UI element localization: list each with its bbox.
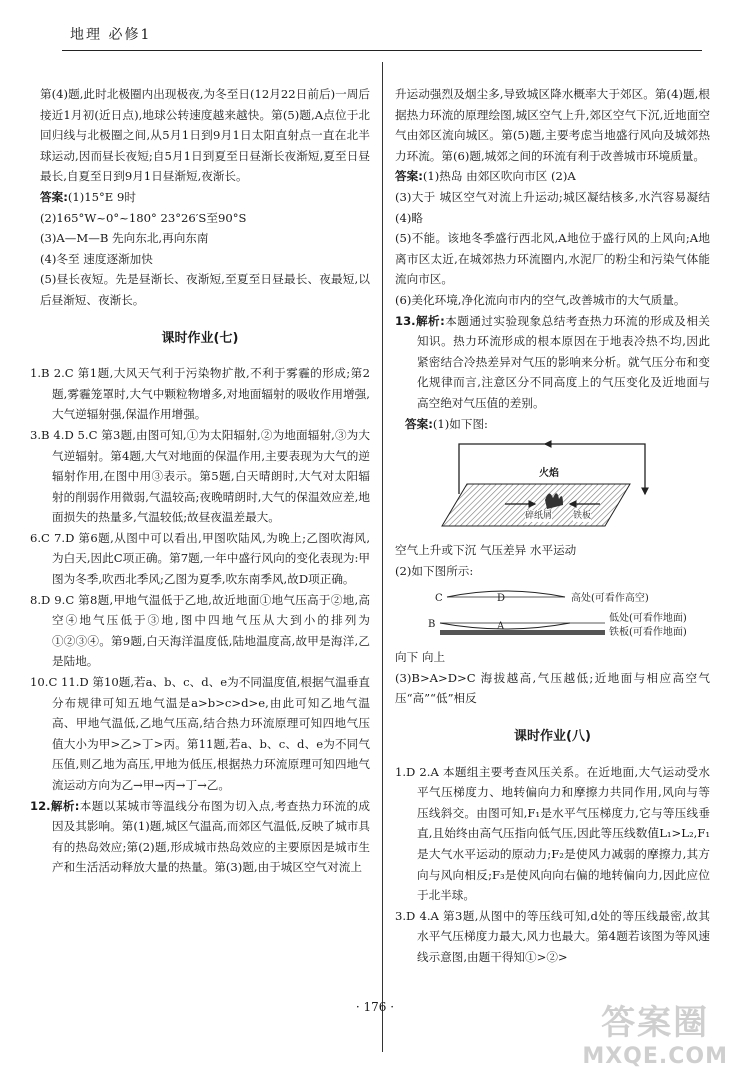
- high-label: 高处(可看作高空): [571, 593, 649, 605]
- flame-label: 火焰: [539, 468, 559, 480]
- experiment-figure: [395, 438, 710, 536]
- low-label: 低处(可看作地面): [609, 613, 687, 625]
- answer-label: 答案:: [395, 169, 423, 184]
- question-answer: 3.B 4.D 5.C 第3题,由图可知,①为太阳辐射,②为地面辐射,③为大气逆辐射。第4题,大气对地面的保温作用,主要表现为大气的逆辐射作用,在图中用③表示。第5题,白天晴朗时,大气对太阳辐射的削弱作用微弱,气温较高;夜晚晴朗时,大气的保温效应差,地面损失的热量多,气温较低;故昼夜温差最大。: [30, 427, 370, 525]
- question-answer: 10.C 11.D 第10题,若a、b、c、d、e为不同温度值,根据气温垂直分布规律可知五地气温是a>b>c>d>e,由此可知乙地气温高、甲地气温低,乙地气压高,结合热力环流原理可知四地气压值大小为甲>乙>丁>丙。第11题,若a、b、c、d、e为不同气压值,则乙地为高压,甲地为低压,根据热力环流原理可知四地气流运动方向为乙→甲→丙→丁→乙。: [30, 675, 370, 792]
- pressure-figure: [395, 585, 710, 643]
- answer-text: (1)15°E 9时: [67, 189, 136, 204]
- answer-line: (2)如下图所示:: [395, 563, 474, 578]
- point-a: A: [497, 621, 505, 633]
- answer-line: (3)A—M—B 先向东北,再向东南: [40, 231, 209, 246]
- question-answer: [30, 796, 370, 878]
- answer-line: 空气上升或下沉 气压差异 水平运动: [395, 543, 577, 558]
- plate-label-2: 铁板(可看作地面): [609, 627, 687, 639]
- point-c: C: [435, 593, 443, 605]
- question-answer: 1.B 2.C 第1题,大风天气利于污染物扩散,不利于雾霾的形成;第2题,雾霾笼罩时,大气中颗粒物增多,对地面辐射的吸收作用增强,大气逆辐射强,保温作用增强。: [30, 366, 370, 422]
- answer-line: (5)不能。该地冬季盛行西北风,A地位于盛行风的上风向;A地离市区太近,在城郊热力环流圈内,水泥厂的粉尘和污染气体能流向市区。: [395, 231, 710, 287]
- paper-label: 碎纸屑: [525, 511, 553, 522]
- analysis-text: 本题以某城市等温线分布图为切入点,考查热力环流的成因及其影响。第(1)题,城区气温高,而郊区气温低,反映了城市具有的热岛效应;第(2)题,形成城市热岛效应的主要原因是城市生产和生活活动释放大量的热量。第(3)题,由于城区空气对流上: [52, 798, 370, 875]
- answer-line: (3)大于 城区空气对流上升运动;城区凝结核多,水汽容易凝结 (4)略: [395, 189, 710, 225]
- right-column: [395, 84, 710, 968]
- answer-label: 答案:: [405, 416, 433, 431]
- column-divider: [382, 62, 383, 1052]
- page-header: 地理 必修1: [70, 27, 152, 43]
- section-title: 课时作业(七): [161, 330, 239, 346]
- analysis-label: 12.解析:: [30, 798, 80, 813]
- answer-line: (4)冬至 速度逐渐加快: [40, 251, 153, 266]
- answer-label: 答案:: [40, 189, 68, 204]
- answer-line: (6)美化环境,净化流向市内的空气,改善城市的大气质量。: [395, 292, 686, 307]
- answer-text: (1)如下图:: [432, 416, 488, 431]
- header-rule: [62, 50, 702, 51]
- question-answer: 3.D 4.A 第3题,从图中的等压线可知,d处的等压线最密,故其水平气压梯度力最大,风力也最大。第4题若该图为等风速线示意图,由题干得知①>②>: [395, 908, 710, 964]
- answer-line: 向下 向上: [395, 650, 446, 665]
- question-answer: [395, 311, 710, 414]
- watermark-line1: 答案圈: [601, 1003, 710, 1043]
- paragraph: 第(4)题,此时北极圈内出现极夜,为冬至日(12月22日前后)一周后接近1月初(近日点),地球公转速度越来越快。第(5)题,A点位于北回归线与北极圈之间,从5月1日到9月1日太阳直射点一直在北半球运动,因而昼长夜短;自5月1日到夏至日昼渐长夜渐短,夏至日昼最长,自夏至日到9月1日昼渐短,夜渐长。: [40, 87, 370, 184]
- answer-text: (1)热岛 由郊区吹向市区 (2)A: [422, 169, 576, 184]
- answer-line: [30, 187, 370, 208]
- low-isobar: [440, 623, 570, 629]
- experiment-diagram: [395, 438, 710, 536]
- answer-line: (3)B>A>D>C 海拔越高,气压越低;近地面与相应高空气压“高”“低”相反: [395, 670, 710, 706]
- plate-label: 铁板: [573, 511, 592, 522]
- point-b: B: [428, 619, 436, 631]
- analysis-text: 本题通过实验现象总结考查热力环流的形成及相关知识。热力环流形成的根本原因在于地表冷热不均,因此紧密结合冷热差异对气压的影响来分析。就气压分布和变化规律而言,注意区分不同高度上的气压变化及近地面与高空绝对气压值的差别。: [417, 313, 710, 410]
- answer-line: [395, 166, 710, 187]
- high-isobar: [447, 591, 565, 597]
- section-title: 课时作业(八): [514, 729, 591, 745]
- watermark: [582, 995, 728, 1069]
- answer-line: [395, 414, 710, 435]
- analysis-label: 13.解析:: [395, 313, 445, 328]
- paragraph: 升运动强烈及烟尘多,导致城区降水概率大于郊区。第(4)题,根据热力环流的原理绘图,城区空气上升,郊区空气下沉,近地面空气由郊区流向城区。第(5)题,主要考虑当地盛行风向及城郊热力环流。第(6)题,城郊之间的环流有利于改善城市环境质量。: [395, 87, 710, 163]
- answer-line: (2)165°W~0°~180° 23°26′S至90°S: [40, 210, 247, 225]
- answer-line: (5)昼长夜短。先是昼渐长、夜渐短,至夏至日昼最长、夜最短,以后昼渐短、夜渐长。: [40, 272, 370, 307]
- page-number: · 176 ·: [355, 1000, 395, 1014]
- question-answer: 6.C 7.D 第6题,从图中可以看出,甲图吹陆风,为晚上;乙图吹海风,为白天,因此C项正确。第7题,一年中盛行风向的变化表现为:甲图为冬季,吹西北季风;乙图为夏季,吹东南季风,故D项正确。: [30, 530, 370, 587]
- watermark-line2: MXQE.COM: [582, 1044, 728, 1069]
- question-answer: 8.D 9.C 第8题,甲地气温低于乙地,故近地面①地气压高于②地,高空④地气压低于③地,图中四地气压从大到小的排列为①②③④。第9题,白天海洋温度低,陆地温度高,故甲是海洋,乙是陆地。: [30, 592, 370, 669]
- question-answer: 1.D 2.A 本题组主要考查风压关系。在近地面,大气运动受水平气压梯度力、地转偏向力和摩擦力共同作用,风向与等压线斜交。由图可知,F₁是水平气压梯度力,它与等压线垂直,且始终由高气压指向低气压,因此等压线数值L₁>L₂,F₁是大气水平运动的原动力;F₂是使风力减弱的摩擦力,其方向与风向相反;F₃是使风向向右偏的地转偏向力,因此应位于北半球。: [395, 764, 710, 903]
- left-column: [30, 84, 370, 878]
- iron-plate-bar: [440, 630, 605, 635]
- point-d: D: [497, 593, 506, 605]
